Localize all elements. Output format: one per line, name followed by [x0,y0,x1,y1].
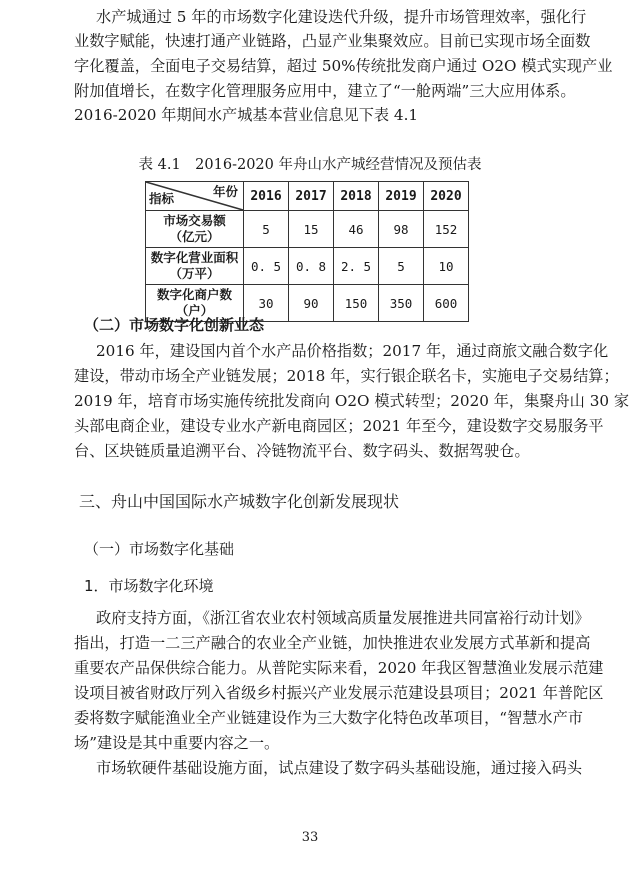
row-label-text: 数字化营业面积 [150,250,239,265]
table-cell: 600 [424,285,469,322]
table-cell: 150 [334,285,379,322]
data-table [145,181,469,322]
table-cell: 5 [379,248,424,285]
year-header: 2016 [244,182,289,211]
table-cell: 15 [289,211,334,248]
text-line: 指出，打造一二三产融合的农业全产业链，加快推进农业发展方式革新和提高 [74,634,591,652]
text-line: 2019 年，培育市场实施传统批发商向 O2O 模式转型；2020 年，集聚舟山 30 家 [74,392,629,410]
text-line: 设项目被省财政厅列入省级乡村振兴产业发展示范建设县项目；2021 年普陀区 [74,684,604,702]
text-line: 2016-2020 年期间水产城基本营业信息见下表 4.1 [74,106,419,124]
table-cell: 46 [334,211,379,248]
table-cell: 0. 8 [289,248,334,285]
chapter-heading: 三、舟山中国国际水产城数字化创新发展现状 [79,492,400,511]
row-label-unit: （万平） [169,266,220,281]
table-caption: 表 4.1 2016-2020 年舟山水产城经营情况及预估表 [138,157,482,173]
section-heading: （一）市场数字化基础 [84,540,235,558]
section-heading: （二）市场数字化创新业态 [84,316,265,334]
text-line: 2016 年，建设国内首个水产品价格指数；2017 年，通过商旅文融合数字化 [96,342,609,360]
table-cell: 30 [244,285,289,322]
text-line: 水产城通过 5 年的市场数字化建设迭代升级，提升市场管理效率，强化行 [96,8,587,26]
year-header: 2019 [379,182,424,211]
page-number: 33 [301,830,319,845]
text-line: 字化覆盖，全面电子交易结算，超过 50%传统批发商户通过 O2O 模式实现产业 [74,57,613,75]
year-header: 2018 [334,182,379,211]
table-cell: 5 [244,211,289,248]
year-header: 2020 [424,182,469,211]
table-cell: 350 [379,285,424,322]
text-line: 市场软硬件基础设施方面，试点建设了数字码头基础设施，通过接入码头 [96,759,582,777]
table-cell: 10 [424,248,469,285]
table-cell: 90 [289,285,334,322]
year-header: 2017 [289,182,334,211]
text-line: 台、区块链质量追溯平台、冷链物流平台、数字码头、数据驾驶仓。 [74,442,530,460]
table-cell: 2. 5 [334,248,379,285]
text-line: 业数字赋能，快速打通产业链路，凸显产业集聚效应。目前已实现市场全面数 [74,32,591,50]
text-line: 头部电商企业，建设专业水产新电商园区；2021 年至今，建设数字交易服务平 [74,417,604,435]
row-label-unit: （户） [175,303,214,318]
row-label-unit: （亿元） [169,229,220,244]
table-cell: 0. 5 [244,248,289,285]
text-line: 建设，带动市场全产业链发展；2018 年，实行银企联名卡，实施电子交易结算； [74,367,619,385]
corner-label-year: 年份 [212,184,238,199]
row-label [146,211,244,248]
text-line: 重要农产品保供综合能力。从普陀实际来看，2020 年我区智慧渔业发展示范建 [74,659,604,677]
corner-label-indicator: 指标 [149,191,175,206]
text-line: 委将数字赋能渔业全产业链建设作为三大数字化特色改革项目，“智慧水产市 [74,709,583,727]
text-line: 场”建设是其中重要内容之一。 [74,734,280,752]
table-cell: 98 [379,211,424,248]
table-row [146,248,469,285]
table-row [146,211,469,248]
row-label-text: 数字化商户数 [156,287,232,302]
text-line: 附加值增长，在数字化管理服务应用中，建立了“一舱两端”三大应用体系。 [74,82,576,100]
row-label [146,248,244,285]
text-line: 政府支持方面，《浙江省农业农村领域高质量发展推进共同富裕行动计划》 [96,609,590,627]
table-corner-cell [146,182,244,211]
table-cell: 152 [424,211,469,248]
row-label-text: 市场交易额 [163,213,226,228]
subsection-heading: 1．市场数字化环境 [84,577,214,595]
table-header-row [146,182,469,211]
